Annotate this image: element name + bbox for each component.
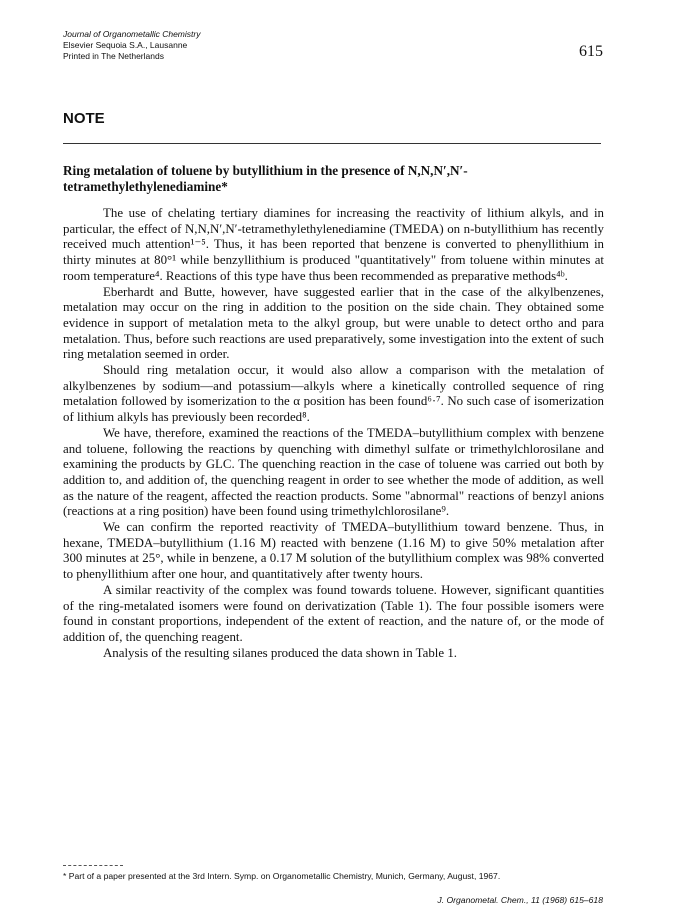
printed-line: Printed in The Netherlands [63, 51, 164, 61]
paragraph-7: Analysis of the resulting silanes produced the data shown in Table 1. [103, 645, 457, 660]
article-body [63, 206, 604, 661]
paragraph-5: We can confirm the reported reactivity of TMEDA–butyllithium toward benzene. Thus, in hexane, TMEDA–butyllithium (1.16 M) reacted with benzene (1.16 M) to give 50% metalation after 300 minutes at 25°, while in benzene, a 0.17 M solution of the butyllithium complex was 98% converted to phenyllithium after one hour, and quantitatively after twenty hours. [63, 520, 604, 582]
section-label: NOTE [63, 110, 105, 127]
paragraph-3: Should ring metalation occur, it would also allow a comparison with the metalation of alkylbenzenes by sodium—and potassium—alkyls where a kinetically controlled sequence of ring metalation followed by isomerization to the α position has been found⁶·⁷. No such case of isomerization of lithium alkyls has previously been recorded⁸. [63, 363, 604, 425]
journal-citation: J. Organometal. Chem., 11 (1968) 615–618 [437, 895, 603, 905]
article-title: Ring metalation of toluene by butyllithium in the presence of N,N,N′,N′-tetramethylethylenediamine* [63, 163, 468, 194]
paragraph-1: The use of chelating tertiary diamines for increasing the reactivity of lithium alkyls, and in particular, the effect of N,N,N′,N′-tetramethylethylenediamine (TMEDA) on n-butyllithium has recently received much attention¹⁻⁵. Thus, it has been reported that benzene is converted to phenyllithium in thirty minutes at 80°¹ while benzyllithium is produced "quantitatively" from toluene within minutes at room temperature⁴. Reactions of this type have thus been recommended as preparative methods⁴ᵇ. [63, 206, 604, 283]
masthead [63, 29, 200, 62]
title-rule [63, 143, 601, 144]
footnote: * Part of a paper presented at the 3rd Intern. Symp. on Organometallic Chemistry, Munich, Germany, August, 1967. [63, 871, 501, 881]
paragraph-4: We have, therefore, examined the reactions of the TMEDA–butyllithium complex with benzene and toluene, following the reactions by quenching with dimethyl sulfate or trimethylchlorosilane and examining the products by GLC. The quenching reaction in the case of toluene was carried out both by addition to, and addition of, the quenching reagent in order to see whether the mode of addition, as well as the nature of the reagent, affected the reaction products. Some "abnormal" reactions of benzyl anions (reactions at a ring position) have been found using trimethylchlorosilane⁹. [63, 425, 604, 519]
paragraph-6: A similar reactivity of the complex was found towards toluene. However, significant quantities of the ring-metalated isomers were found on derivatization (Table 1). The four possible isomers were found in constant proportions, independent of the extent of reaction, and the nature of, or the mode of addition of, the quenching reagent. [63, 582, 604, 644]
footnote-rule [63, 865, 123, 866]
journal-name: Journal of Organometallic Chemistry [63, 29, 201, 39]
paragraph-2: Eberhardt and Butte, however, have suggested earlier that in the case of the alkylbenzenes, metalation may occur on the ring in addition to the position on the side chain. They obtained some evidence in support of metalation meta to the alkyl group, but were unable to detect ortho and para metalation. Thus, before such reactions are used preparatively, some investigation into the extent of such ring metalation seemed in order. [63, 284, 604, 362]
publisher-line: Elsevier Sequoia S.A., Lausanne [63, 40, 188, 50]
page-number: 615 [579, 43, 603, 60]
